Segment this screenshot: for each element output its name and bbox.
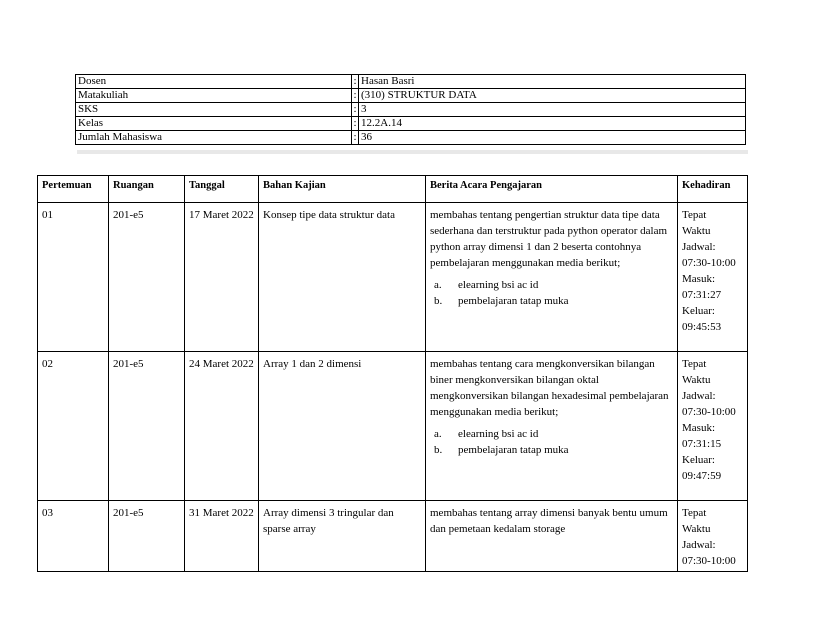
info-row: [76, 89, 746, 103]
media-text: pembelajaran tatap muka: [458, 444, 569, 456]
cell-tanggal: 17 Maret 2022: [185, 203, 259, 352]
media-marker: a.: [434, 279, 442, 291]
media-list: [430, 426, 673, 458]
info-separator: :: [353, 117, 357, 129]
media-text: pembelajaran tatap muka: [458, 295, 569, 307]
cell-ruangan: 201-e5: [109, 352, 185, 501]
cell-bahan-kajian: Array 1 dan 2 dimensi: [259, 352, 426, 501]
kehadiran-line: Jadwal:: [682, 539, 716, 551]
table-row: [38, 352, 748, 501]
kehadiran-line: Tepat: [682, 209, 707, 221]
teaching-log-table: [37, 175, 748, 572]
kehadiran-line: Masuk:: [682, 273, 715, 285]
kehadiran-line: Jadwal:: [682, 390, 716, 402]
info-value: (310) STRUKTUR DATA: [359, 89, 746, 103]
header-tanggal: Tanggal: [185, 176, 259, 203]
media-text: elearning bsi ac id: [458, 279, 539, 291]
kehadiran-line: 07:30-10:00: [682, 406, 736, 418]
cell-bahan-kajian: Konsep tipe data struktur data: [259, 203, 426, 352]
info-separator: :: [353, 103, 357, 115]
media-marker: a.: [434, 428, 442, 440]
info-table-shadow: [77, 150, 748, 154]
kehadiran-line: 09:45:53: [682, 321, 722, 333]
info-value: 3: [359, 103, 746, 117]
header-pertemuan: Pertemuan: [38, 176, 109, 203]
header-ruangan: Ruangan: [109, 176, 185, 203]
table-row: [38, 501, 748, 572]
kehadiran-line: 07:31:27: [682, 289, 722, 301]
info-separator: :: [353, 75, 357, 87]
course-info-table: [75, 74, 746, 145]
cell-kehadiran: [678, 501, 748, 572]
media-text: elearning bsi ac id: [458, 428, 539, 440]
kehadiran-line: 07:30-10:00: [682, 257, 736, 269]
cell-berita-acara: [426, 352, 678, 501]
info-separator: :: [353, 131, 357, 143]
kehadiran-line: 09:47:59: [682, 470, 722, 482]
cell-berita-acara: [426, 203, 678, 352]
kehadiran-line: Masuk:: [682, 422, 715, 434]
info-label: Jumlah Mahasiswa: [76, 131, 352, 145]
cell-ruangan: 201-e5: [109, 203, 185, 352]
media-list-item: [430, 426, 673, 442]
info-value: 36: [359, 131, 746, 145]
cell-berita-acara: [426, 501, 678, 572]
info-row: [76, 117, 746, 131]
kehadiran-line: Waktu: [682, 225, 711, 237]
media-list-item: [430, 277, 673, 293]
kehadiran-line: 07:30-10:00: [682, 555, 736, 567]
cell-ruangan: 201-e5: [109, 501, 185, 572]
info-label: Dosen: [76, 75, 352, 89]
info-label: Matakuliah: [76, 89, 352, 103]
cell-bahan-kajian: Array dimensi 3 tringular dan sparse array: [259, 501, 426, 572]
media-list-item: [430, 293, 673, 309]
header-bahan-kajian: Bahan Kajian: [259, 176, 426, 203]
media-list-item: [430, 442, 673, 458]
kehadiran-line: Waktu: [682, 523, 711, 535]
info-row: [76, 75, 746, 89]
header-berita-acara: Berita Acara Pengajaran: [426, 176, 678, 203]
header-kehadiran: Kehadiran: [678, 176, 748, 203]
info-separator: :: [353, 89, 357, 101]
kehadiran-line: Jadwal:: [682, 241, 716, 253]
berita-text: membahas tentang array dimensi banyak bentu umum dan pemetaan kedalam storage: [430, 507, 668, 535]
cell-pertemuan: 03: [38, 501, 109, 572]
media-list: [430, 277, 673, 309]
media-marker: b.: [434, 444, 443, 456]
media-marker: b.: [434, 295, 443, 307]
kehadiran-line: Tepat: [682, 358, 707, 370]
cell-tanggal: 31 Maret 2022: [185, 501, 259, 572]
info-row: [76, 103, 746, 117]
info-row: [76, 131, 746, 145]
info-label: Kelas: [76, 117, 352, 131]
info-label: SKS: [76, 103, 352, 117]
table-header-row: [38, 176, 748, 203]
info-value: Hasan Basri: [359, 75, 746, 89]
cell-kehadiran: [678, 352, 748, 501]
info-value: 12.2A.14: [359, 117, 746, 131]
table-row: [38, 203, 748, 352]
cell-pertemuan: 01: [38, 203, 109, 352]
cell-pertemuan: 02: [38, 352, 109, 501]
berita-text: membahas tentang pengertian struktur data tipe data sederhana dan terstruktur pada python operator dalam python array dimensi 1 dan 2 beserta contohnya pembelajaran menggunakan media berikut;: [430, 209, 668, 269]
kehadiran-line: Keluar:: [682, 305, 715, 317]
kehadiran-line: Keluar:: [682, 454, 715, 466]
kehadiran-line: Waktu: [682, 374, 711, 386]
kehadiran-line: Tepat: [682, 507, 707, 519]
kehadiran-line: 07:31:15: [682, 438, 722, 450]
berita-text: membahas tentang cara mengkonversikan bilangan biner mengkonversikan bilangan oktal mengkonversikan bilangan hexadesimal pembelajaran menggunakan media berikut;: [430, 358, 669, 418]
cell-kehadiran: [678, 203, 748, 352]
cell-tanggal: 24 Maret 2022: [185, 352, 259, 501]
